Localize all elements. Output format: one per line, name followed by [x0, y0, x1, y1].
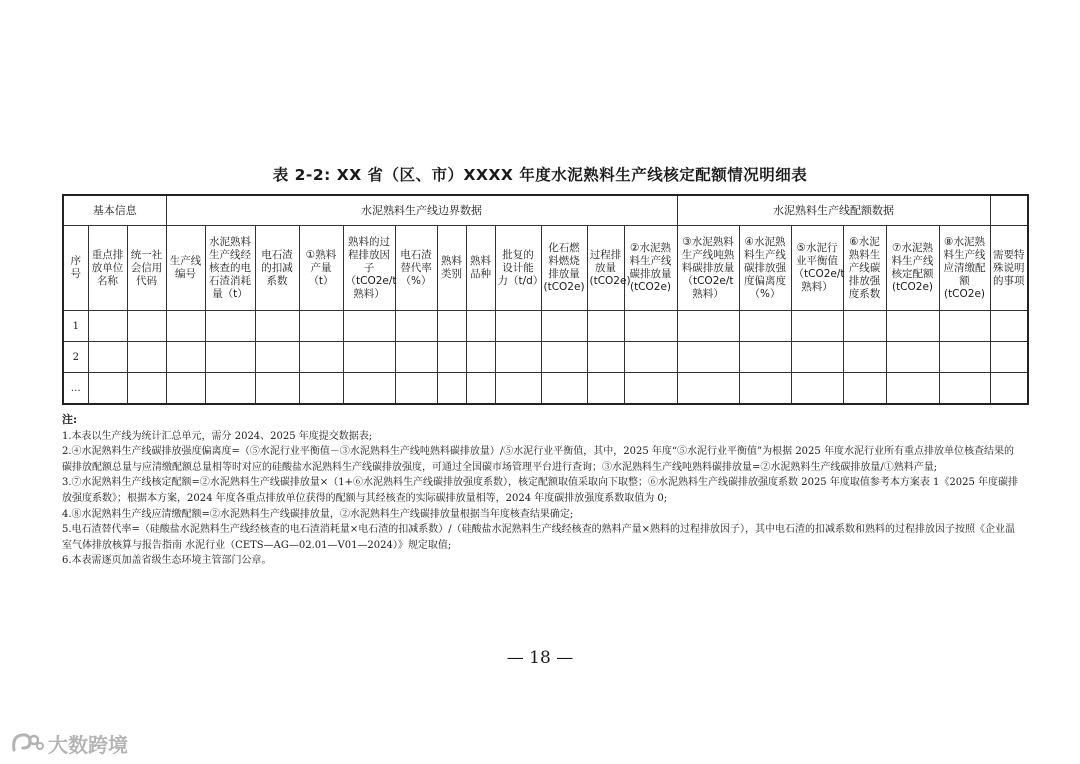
col-header: 统一社会信用代码	[127, 226, 166, 311]
watermark	[10, 728, 128, 758]
note-item: 3.⑦水泥熟料生产线核定配额=②水泥熟料生产线碳排放量×（1+⑥水泥熟料生产线碳排放强度系数），核定配额取值采取向下取整；⑥水泥熟料生产线碳排放强度系数 2025 年度取值参考本方案表 1《2025 年度碳排放强度系数》；根据本方案，2024 年度各重点排放单位获得的配额与其经核查的实际碳排放量相等，2024 年度碳排放强度系数取值为 0;	[62, 477, 1019, 504]
watermark-logo-icon	[10, 730, 44, 756]
note-item: 6.本表需逐页加盖省级生态环境主管部门公章。	[62, 555, 272, 567]
col-header: ④水泥熟料生产线碳排放强度偏离度（%）	[739, 226, 791, 311]
row-number: 2	[63, 342, 88, 373]
col-header: 熟料品种	[466, 226, 495, 311]
row-number: 1	[63, 311, 88, 342]
watermark-text: 大数跨境	[48, 732, 128, 757]
table-row	[63, 311, 1028, 342]
header-blank	[990, 195, 1028, 226]
col-header: ⑤水泥行业平衡值（tCO2e/t 熟料）	[791, 226, 843, 311]
note-item: 4.⑧水泥熟料生产线应清缴配额=②水泥熟料生产线碳排放量，②水泥熟料生产线碳排放量根据当年度核查结果确定;	[62, 508, 574, 520]
table-row	[63, 342, 1028, 373]
col-header: 需要特殊说明的事项	[990, 226, 1028, 311]
quota-detail-table	[62, 194, 1029, 405]
col-header: 生产线编号	[166, 226, 205, 311]
group-header-boundary: 水泥熟料生产线边界数据	[166, 195, 677, 226]
col-header: 序号	[63, 226, 88, 311]
col-header: 重点排放单位名称	[88, 226, 127, 311]
col-header: ②水泥熟料生产线碳排放量(tCO2e)	[624, 226, 677, 311]
page-number: — 18 —	[506, 648, 574, 668]
col-header: ⑦水泥熟料生产线核定配额(tCO2e)	[886, 226, 939, 311]
col-header: 水泥熟料生产线经核查的电石渣消耗量（t）	[205, 226, 255, 311]
table-title: 表 2-2: XX 省（区、市）XXXX 年度水泥熟料生产线核定配额情况明细表	[272, 166, 808, 184]
group-header-quota: 水泥熟料生产线配额数据	[677, 195, 990, 226]
col-header: ①熟料产量（t）	[299, 226, 343, 311]
notes-section	[62, 412, 1022, 569]
col-header: 电石渣的扣减系数	[255, 226, 299, 311]
col-header: ③水泥熟料生产线吨熟料碳排放量（tCO2e/t 熟料）	[677, 226, 739, 311]
col-header: 熟料类别	[437, 226, 466, 311]
col-header: 过程排放量(tCO2e)	[587, 226, 624, 311]
note-item: 5.电石渣替代率=（硅酸盐水泥熟料生产线经核查的电石渣消耗量×电石渣的扣减系数）/（硅酸盐水泥熟料生产线经核查的熟料产量×熟料的过程排放因子），其中电石渣的扣减系数和熟料的过程排放因子按照《企业温室气体排放核算与报告指南 水泥行业（CETS—AG—02.01—V01—2024）》规定取值;	[62, 524, 1016, 551]
col-header: ⑥水泥熟料生产线碳排放强度系数	[843, 226, 886, 311]
col-header: 熟料的过程排放因子（tCO2e/t 熟料）	[343, 226, 395, 311]
note-item: 2.④水泥熟料生产线碳排放强度偏离度=（⑤水泥行业平衡值－③水泥熟料生产线吨熟料碳排放量）/⑤水泥行业平衡值，其中，2025 年度“⑤水泥行业平衡值”为根据 2025 年度水泥行业所有重点排放单位核查结果的碳排放配额总量与应清缴配额总量相等时对应的硅酸盐水泥熟料生产线碳排放强度，可通过全国碳市场管理平台进行查询；③水泥熟料生产线吨熟料碳排放量=②水泥熟料生产线碳排放量/①熟料产量;	[62, 446, 1014, 473]
notes-title: 注:	[62, 413, 78, 426]
row-number: …	[63, 373, 88, 405]
table-row	[63, 373, 1028, 405]
note-item: 1.本表以生产线为统计汇总单元，需分 2024、2025 年度提交数据表;	[62, 430, 373, 442]
group-header-basic: 基本信息	[63, 195, 166, 226]
col-header: 批复的设计能力（t/d）	[495, 226, 541, 311]
col-header: 电石渣替代率（%）	[395, 226, 437, 311]
col-header: 化石燃料燃烧排放量(tCO2e)	[541, 226, 587, 311]
col-header: ⑧水泥熟料生产线应清缴配额(tCO2e)	[939, 226, 990, 311]
